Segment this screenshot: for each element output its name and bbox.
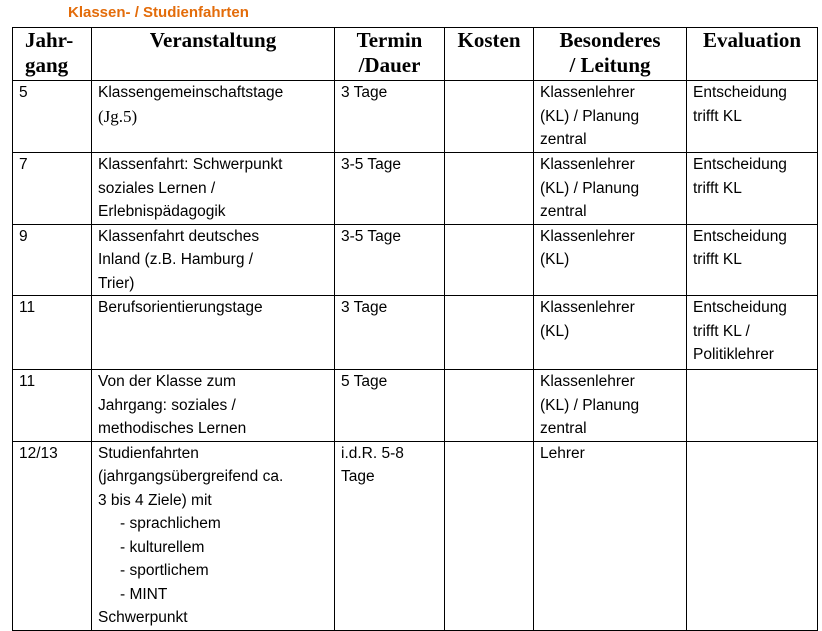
cell-kosten — [445, 81, 534, 153]
header-jahrgang: Jahr- gang — [13, 28, 92, 81]
cell-termin: 3-5 Tage — [335, 224, 445, 296]
header-termin: Termin /Dauer — [335, 28, 445, 81]
cell-kosten — [445, 441, 534, 630]
cell-termin: 3-5 Tage — [335, 153, 445, 225]
cell-kosten — [445, 153, 534, 225]
cell-besonderes: Klassenlehrer (KL) — [534, 224, 687, 296]
header-row — [13, 28, 818, 81]
table-row — [13, 224, 818, 296]
header-besonderes: Besonderes / Leitung — [534, 28, 687, 81]
cell-jahrgang: 9 — [13, 224, 92, 296]
cell-jahrgang: 5 — [13, 81, 92, 153]
cell-jahrgang: 7 — [13, 153, 92, 225]
list-item: - sportlichem — [120, 562, 209, 579]
table-row — [13, 81, 818, 153]
cell-veranstaltung: Studienfahrten (jahrgangsübergreifend ca. 3 bis 4 Ziele) mit - sprachlichem - kulturellem - sportlichem - MINT Schwerpunkt — [92, 441, 335, 630]
cell-termin: i.d.R. 5-8 Tage — [335, 441, 445, 630]
list-item: - sprachlichem — [120, 515, 221, 532]
cell-jahrgang: 12/13 — [13, 441, 92, 630]
cell-besonderes: Lehrer — [534, 441, 687, 630]
page-title: Klassen- / Studienfahrten — [68, 4, 249, 21]
cell-evaluation: Entscheidung trifft KL — [687, 81, 818, 153]
cell-termin: 3 Tage — [335, 296, 445, 370]
list-item: - MINT — [120, 585, 168, 603]
table-row — [13, 370, 818, 442]
header-evaluation: Evaluation — [687, 28, 818, 81]
cell-veranstaltung: Von der Klasse zum Jahrgang: soziales / methodisches Lernen — [92, 370, 335, 442]
cell-evaluation: Entscheidung trifft KL — [687, 153, 818, 225]
cell-evaluation — [687, 441, 818, 630]
table-row — [13, 441, 818, 630]
cell-evaluation: Entscheidung trifft KL / Politiklehrer — [687, 296, 818, 370]
cell-jahrgang: 11 — [13, 296, 92, 370]
cell-besonderes: Klassenlehrer (KL) / Planung zentral — [534, 81, 687, 153]
cell-veranstaltung: Klassengemeinschaftstage (Jg.5) — [92, 81, 335, 153]
cell-besonderes: Klassenlehrer (KL) / Planung zentral — [534, 370, 687, 442]
cell-kosten — [445, 370, 534, 442]
cell-evaluation: Entscheidung trifft KL — [687, 224, 818, 296]
cell-kosten — [445, 296, 534, 370]
list-item: - kulturellem — [120, 538, 205, 556]
cell-besonderes: Klassenlehrer (KL) — [534, 296, 687, 370]
cell-veranstaltung: Berufsorientierungstage — [92, 296, 335, 370]
table-row — [13, 296, 818, 370]
cell-besonderes: Klassenlehrer (KL) / Planung zentral — [534, 153, 687, 225]
header-kosten: Kosten — [445, 28, 534, 81]
cell-veranstaltung: Klassenfahrt deutsches Inland (z.B. Hamburg / Trier) — [92, 224, 335, 296]
header-veranstaltung: Veranstaltung — [92, 28, 335, 81]
cell-termin: 3 Tage — [335, 81, 445, 153]
table-row — [13, 153, 818, 225]
cell-termin: 5 Tage — [335, 370, 445, 442]
cell-veranstaltung: Klassenfahrt: Schwerpunkt soziales Lernen / Erlebnispädagogik — [92, 153, 335, 225]
trips-table — [12, 27, 818, 631]
cell-evaluation — [687, 370, 818, 442]
cell-jahrgang: 11 — [13, 370, 92, 442]
cell-kosten — [445, 224, 534, 296]
